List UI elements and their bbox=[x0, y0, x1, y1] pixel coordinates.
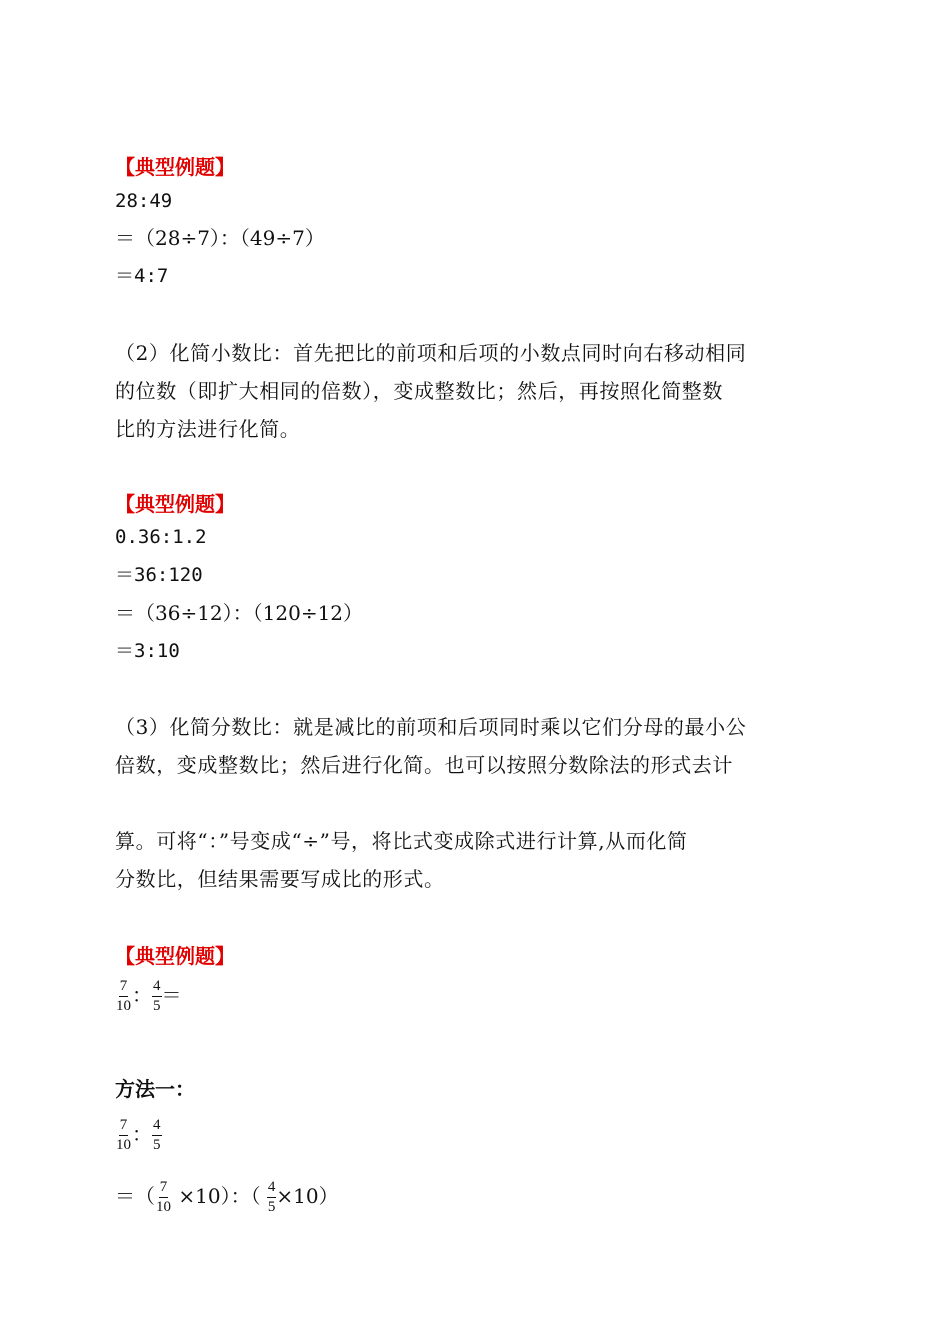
example2-line-2: ＝36:120 bbox=[115, 564, 203, 586]
example-heading-3: 【典型例题】 bbox=[115, 944, 235, 968]
fraction-denominator: 5 bbox=[267, 1199, 276, 1215]
section2-line-2: 的位数（即扩大相同的倍数），变成整数比；然后，再按照化简整数 bbox=[115, 379, 723, 403]
fraction-numerator: 7 bbox=[119, 1117, 129, 1136]
fraction-numerator: 4 bbox=[152, 1117, 162, 1136]
example1-line-1: 28:49 bbox=[115, 190, 173, 212]
fraction-numerator: 7 bbox=[119, 978, 129, 997]
method1-step bbox=[115, 1176, 339, 1216]
section3-line-1: （3）化简分数比：就是减比的前项和后项同时乘以它们分母的最小公 bbox=[115, 715, 747, 739]
fraction-numerator: 4 bbox=[152, 978, 162, 997]
method1-expression bbox=[115, 1114, 162, 1154]
fraction-denominator: 5 bbox=[153, 1137, 161, 1153]
step-prefix: ＝（ bbox=[115, 1184, 155, 1208]
fraction bbox=[155, 1179, 172, 1216]
example2-line-3: ＝（36÷12）：（120÷12） bbox=[115, 601, 364, 625]
fraction-numerator: 4 bbox=[267, 1179, 277, 1198]
section2-line-1: （2）化简小数比：首先把比的前项和后项的小数点同时向右移动相同 bbox=[115, 341, 747, 365]
example1-line-3: ＝4:7 bbox=[115, 265, 169, 287]
section3-line-2: 倍数，变成整数比；然后进行化简。也可以按照分数除法的形式去计 bbox=[115, 753, 733, 777]
fraction-numerator: 7 bbox=[159, 1179, 169, 1198]
fraction bbox=[115, 1117, 132, 1154]
section3-line-4: 分数比，但结果需要写成比的形式。 bbox=[115, 867, 445, 891]
equals-sign: ＝ bbox=[161, 983, 182, 1007]
ratio-colon: ： bbox=[132, 983, 152, 1007]
example3-expression bbox=[115, 975, 182, 1015]
section2-line-3: 比的方法进行化简。 bbox=[115, 417, 301, 441]
step-middle: ×10）：（ bbox=[172, 1184, 267, 1208]
method1-title: 方法一： bbox=[115, 1077, 195, 1101]
example-heading-2: 【典型例题】 bbox=[115, 492, 235, 516]
step-suffix: ×10） bbox=[276, 1184, 339, 1208]
example-heading-1: 【典型例题】 bbox=[115, 155, 235, 179]
fraction bbox=[115, 978, 132, 1015]
ratio-colon: ： bbox=[132, 1122, 152, 1146]
example2-line-1: 0.36:1.2 bbox=[115, 526, 207, 548]
section3-line-3: 算。可将“：”号变成“÷”号，将比式变成除式进行计算,从而化简 bbox=[115, 829, 688, 853]
fraction-denominator: 10 bbox=[116, 1137, 131, 1153]
example1-line-2: ＝（28÷7）：（49÷7） bbox=[115, 226, 325, 250]
example2-line-4: ＝3:10 bbox=[115, 640, 180, 662]
fraction-denominator: 10 bbox=[116, 998, 131, 1014]
fraction-denominator: 5 bbox=[153, 998, 161, 1014]
fraction bbox=[267, 1179, 277, 1216]
fraction bbox=[152, 978, 162, 1015]
fraction-denominator: 10 bbox=[156, 1199, 171, 1215]
fraction bbox=[152, 1117, 162, 1154]
